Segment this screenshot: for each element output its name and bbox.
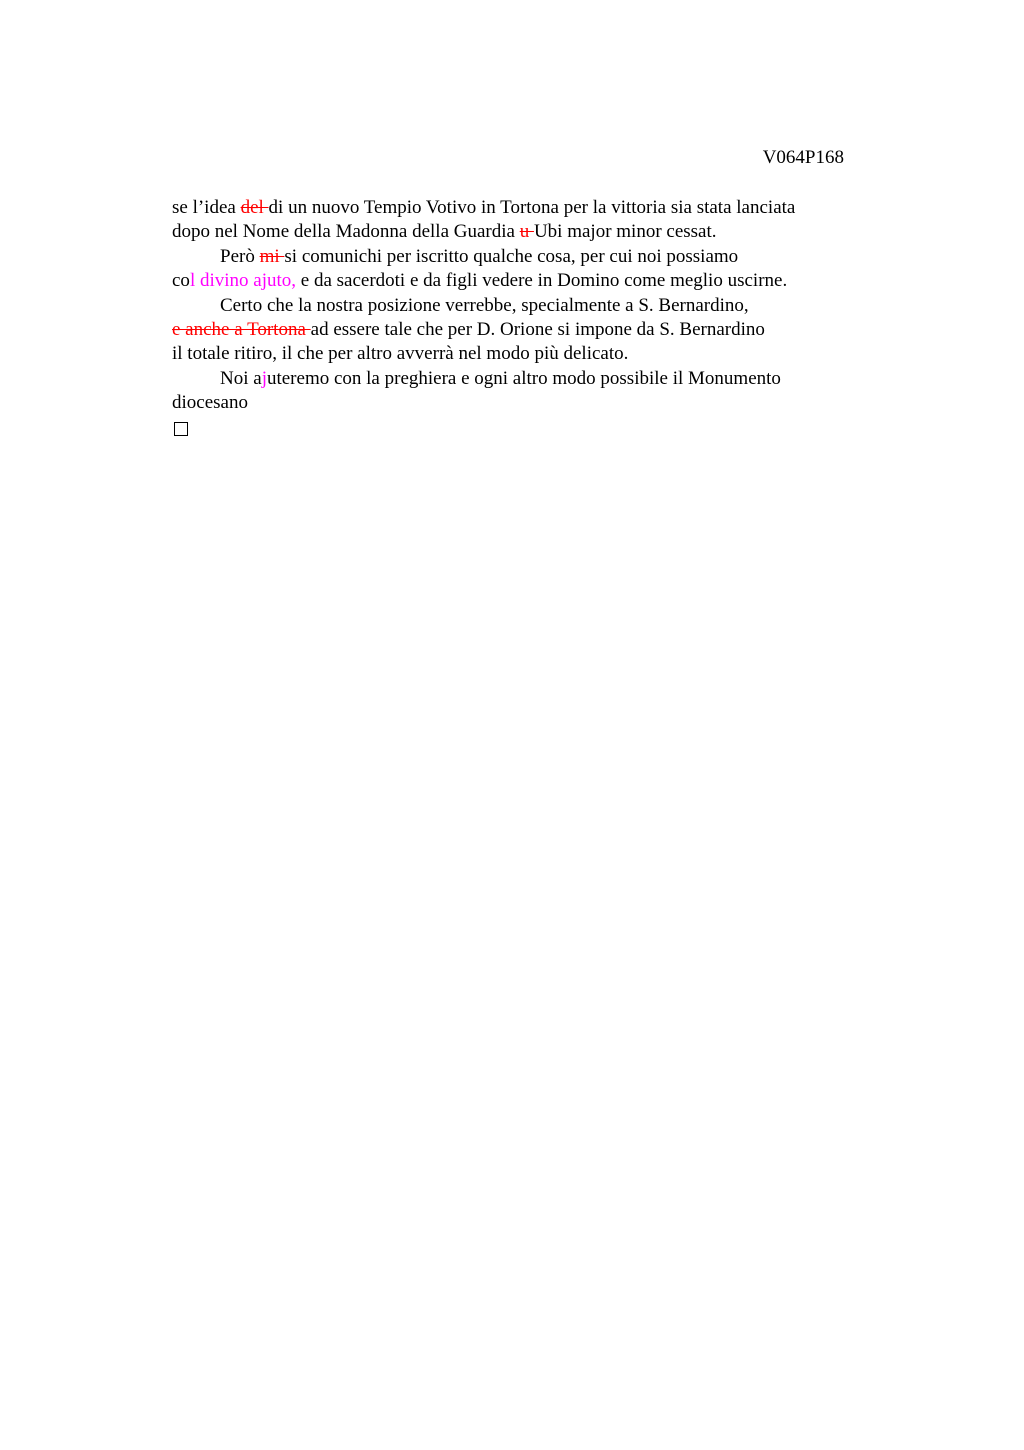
- text-line: [172, 318, 872, 342]
- text-line: [172, 367, 872, 391]
- text-segment: Certo che la nostra posizione verrebbe, specialmente a S. Bernardino,: [220, 294, 749, 316]
- text-line: [172, 196, 872, 220]
- checkbox-icon: [174, 422, 188, 436]
- text-segment: se l’idea: [172, 197, 241, 218]
- text-segment: e da sacerdoti e da figli vedere in Domino come meglio uscirne.: [296, 270, 788, 292]
- inserted-text: l divino ajuto,: [189, 270, 297, 292]
- inserted-text: j: [261, 367, 267, 389]
- text-segment: il totale ritiro, il che per altro avverrà nel modo più delicato.: [172, 343, 629, 365]
- text-line: [172, 245, 872, 269]
- text-segment: co: [172, 270, 190, 292]
- text-segment: dopo nel Nome della Madonna della Guardia: [172, 221, 520, 243]
- text-line: [172, 294, 872, 318]
- text-segment: Noi a: [220, 367, 262, 389]
- text-line: [172, 342, 872, 366]
- transcription-body: [172, 196, 872, 443]
- page-identifier: V064P168: [762, 147, 844, 168]
- text-segment: diocesano: [172, 392, 248, 414]
- text-line: [172, 220, 872, 244]
- text-segment: Però: [220, 245, 260, 267]
- text-line: [172, 391, 872, 415]
- text-segment: di un nuovo Tempio Votivo in Tortona per la vittoria sia stata lanciata: [268, 197, 796, 218]
- text-segment: Ubi major minor cessat.: [533, 221, 717, 243]
- end-marker: [172, 416, 872, 443]
- text-segment: ad essere tale che per D. Orione si impone da S. Bernardino: [310, 319, 765, 341]
- deleted-text: del: [240, 197, 269, 218]
- text-segment: si comunichi per iscritto qualche cosa, per cui noi possiamo: [284, 245, 739, 267]
- deleted-text: mi: [259, 245, 285, 267]
- text-segment: uteremo con la preghiera e ogni altro modo possibile il Monumento: [266, 367, 781, 389]
- deleted-text: e anche a Tortona: [172, 319, 311, 341]
- text-line: [172, 269, 872, 293]
- deleted-text: u: [519, 221, 534, 243]
